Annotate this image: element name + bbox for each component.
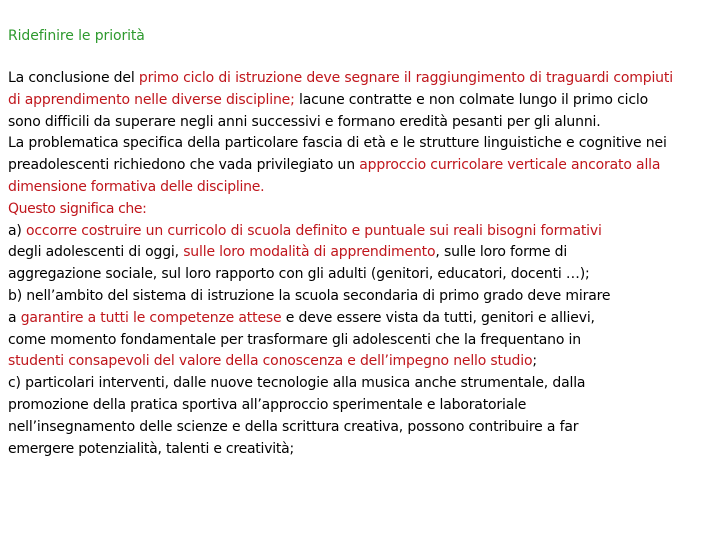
text-segment: aggregazione sociale, sul loro rapporto con gli adulti (genitori, educatori, docenti …); [8,266,590,283]
highlighted-text-segment: approccio curricolare verticale ancorato alla [359,157,661,174]
text-line [8,133,720,155]
highlighted-text-segment: di apprendimento nelle diverse discipline; [8,91,295,108]
text-line [8,177,720,199]
highlighted-text-segment: sulle loro modalità di apprendimento [183,244,436,261]
text-line [8,221,720,243]
highlighted-text-segment: dimensione formativa delle discipline. [8,178,265,195]
text-segment: emergere potenzialità, talenti e creatività; [8,440,294,457]
text-line [8,330,720,352]
text-line [8,286,720,308]
text-line [8,417,720,439]
text-line [8,90,720,112]
text-line [8,351,720,373]
text-line [8,308,720,330]
highlighted-text-segment: primo ciclo di istruzione deve segnare il raggiungimento di traguardi compiuti [138,70,673,86]
text-line [8,199,720,221]
text-line [8,439,720,461]
text-line [8,242,720,264]
text-segment: La problematica specifica della particolare fascia di età e le strutture linguistiche e cognitive nei [8,135,667,152]
slide-title: Ridefinire le priorità [8,28,145,44]
text-segment: lacune contratte e non colmate lungo il primo ciclo [294,91,649,108]
text-line [8,373,720,395]
text-segment: b) nell’ambito del sistema di istruzione la scuola secondaria di primo grado deve mirare [8,287,611,304]
body-text [8,68,720,460]
text-segment: preadolescenti richiedono che vada privilegiato un [8,157,360,174]
text-line [8,155,720,177]
highlighted-text-segment: garantire a tutti le competenze attese [20,309,282,326]
text-segment: La conclusione del [8,70,139,86]
text-segment: a) [8,222,26,239]
highlighted-text-segment: occorre costruire un curricolo di scuola definito e puntuale sui reali bisogni formativi [26,222,602,239]
text-segment: , sulle loro forme di [435,244,568,261]
text-line [8,68,720,90]
text-segment: nell’insegnamento delle scienze e della scrittura creativa, possono contribuire a far [8,418,579,435]
text-segment: come momento fondamentale per trasformare gli adolescenti che la frequentano in [8,331,581,348]
text-segment: promozione della pratica sportiva all’approccio sperimentale e laboratoriale [8,396,527,413]
highlighted-text-segment: Questo significa che: [8,200,147,217]
text-line [8,264,720,286]
text-segment: a [8,309,21,326]
text-segment: c) particolari interventi, dalle nuove tecnologie alla musica anche strumentale, dalla [8,375,586,392]
text-segment: degli adolescenti di oggi, [8,244,184,261]
highlighted-text-segment: studenti consapevoli del valore della conoscenza e dell’impegno nello studio [8,353,533,370]
text-line [8,112,720,134]
text-segment: ; [532,353,537,370]
text-segment: e deve essere vista da tutti, genitori e allievi, [281,309,595,326]
text-line [8,395,720,417]
text-segment: sono difficili da superare negli anni successivi e formano eredità pesanti per gli alunni. [8,113,601,130]
